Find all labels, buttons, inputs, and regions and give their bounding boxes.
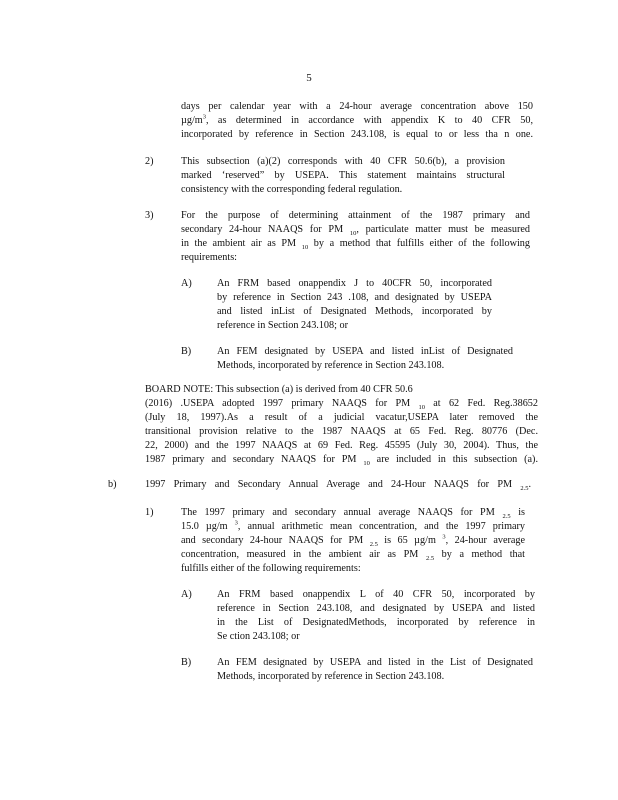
text-line: $\mu g/m^3$, as determined in accordance with appendix K to 40 CFR 50, (181, 113, 533, 126)
text-line: and listed inList of Designated Methods, incorporated by (217, 305, 492, 317)
item-2-label: 2) (145, 156, 154, 167)
text-line: Se ction 243.108; or (217, 630, 300, 642)
item-b1a-paragraph (217, 588, 535, 644)
text-line: and secondary 24-hour NAAQS for PM $_{2.5}$ is 65 µg/m $^3$, 24-hour average (181, 533, 525, 548)
text-line: This subsection (a)(2) corresponds with 40 CFR 50.6(b), a provision (181, 156, 505, 167)
item-b1b-label: B) (181, 657, 192, 668)
text-line: The 1997 primary and secondary annual average NAAQS for PM $_{2.5}$ is (181, 507, 526, 521)
item-b1a-label: A) (181, 589, 192, 600)
item-3a-paragraph (217, 277, 492, 333)
text-line: For the purpose of determining attainment of the 1987 primary and (181, 210, 530, 221)
text-line: in the ambient air as PM $_{10}$ by a method that fulfills either of the following (181, 237, 530, 251)
text-line: reference in Section 243.108; or (217, 319, 348, 331)
text-line: fulfills either of the following requirements: (181, 562, 361, 574)
board-note (145, 383, 538, 466)
text-line: Methods, incorporated by reference in Section 243.108. (217, 359, 445, 371)
text-line: reference in Section 243.108, and designated by USEPA and listed (217, 602, 535, 614)
text-line: An FRM based onappendix L of 40 CFR 50, incorporated by (217, 589, 535, 600)
text-line: incorporated by reference in Section 243.108, is equal to or less tha n one. (181, 128, 533, 140)
text-line: An FRM based onappendix J to 40CFR 50, incorporated (217, 278, 492, 289)
text-line: (July 18, 1997).As a result of a judicial vacatur,USEPA later removed the (145, 411, 538, 423)
item-3b-label: B) (181, 346, 192, 357)
text-line: 22, 2000) and the 1997 NAAQS at 69 Fed. Reg. 45595 (July 30, 2004). Thus, the (145, 439, 538, 451)
text-line: in the List of DesignatedMethods, incorporated by reference in (217, 616, 535, 628)
item-2-paragraph (181, 155, 505, 197)
item-b1-label: 1) (145, 507, 154, 518)
text-line: concentration, measured in the ambient air as PM $_{2.5}$ by a method that (181, 548, 525, 562)
item-3b-paragraph (217, 345, 513, 373)
item-3-label: 3) (145, 210, 154, 221)
continuation-paragraph (181, 100, 533, 142)
text-line: An FEM designated by USEPA and listed inList of Designated (217, 346, 513, 357)
page-number: 5 (306, 72, 312, 84)
text-line: transitional provision relative to the 1987 NAAQS at 65 Fed. Reg. 80776 (Dec. (145, 425, 538, 437)
section-b-heading (145, 478, 531, 492)
text-line: consistency with the corresponding federal regulation. (181, 183, 403, 195)
text-line: (2016) .USEPA adopted 1997 primary NAAQS for PM $_{10}$ at 62 Fed. Reg.38652 (145, 397, 538, 411)
text-line: Methods, incorporated by reference in Section 243.108. (217, 670, 445, 682)
text-line: days per calendar year with a 24-hour average concentration above 150 (181, 101, 533, 112)
section-heading: 1997 Primary and Secondary Annual Average and 24-Hour NAAQS for PM $_{2.5}$. (145, 479, 531, 493)
text-line: 1987 primary and secondary NAAQS for PM $_{10}$ are included in this subsection (a). (145, 453, 538, 467)
text-line: An FEM designated by USEPA and listed in the List of Designated (217, 657, 533, 668)
text-line: marked ‘reserved” by USEPA. This statement maintains structural (181, 169, 505, 181)
text-line: 15.0 µg/m $^3$, annual arithmetic mean concentration, and the 1997 primary (181, 519, 526, 532)
item-b1-paragraph (181, 506, 525, 576)
item-3-paragraph (181, 209, 530, 265)
text-line: BOARD NOTE: This subsection (a) is derived from 40 CFR 50.6 (145, 384, 413, 395)
text-line: requirements: (181, 251, 238, 263)
item-3a-label: A) (181, 278, 192, 289)
text-line: by reference in Section 243 .108, and designated by USEPA (217, 291, 492, 303)
section-b-label: b) (108, 479, 117, 490)
text-line: secondary 24-hour NAAQS for PM $_{10}$, particulate matter must be measured (181, 223, 530, 237)
item-b1b-paragraph (217, 656, 533, 684)
